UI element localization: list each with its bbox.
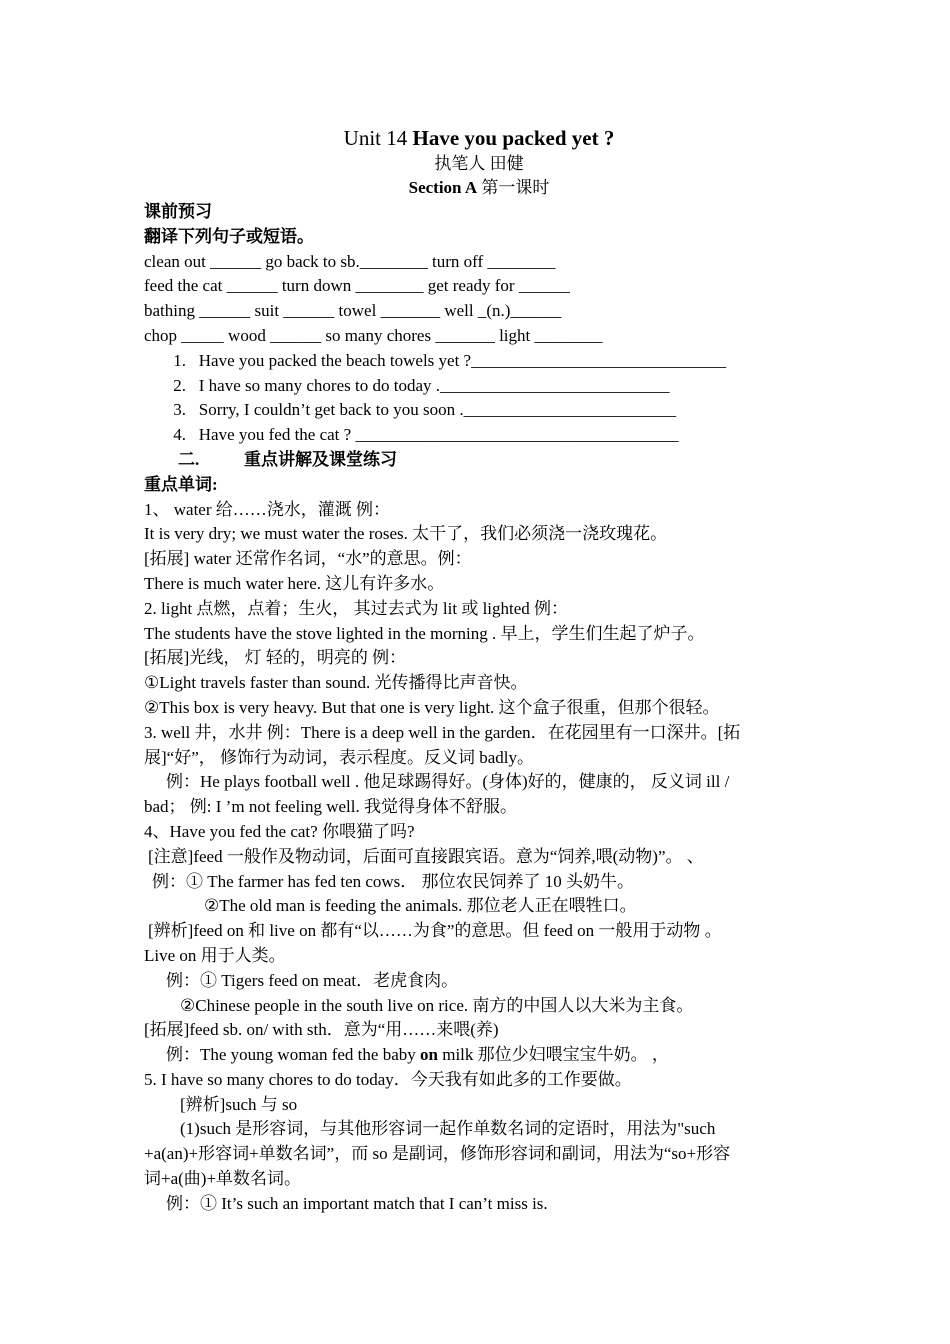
preview-heading: 课前预习: [144, 202, 212, 221]
sentence-item: [144, 349, 814, 374]
body-line: 例：① It’s such an important match that I can’t miss is.: [166, 1193, 548, 1213]
phrase-line: clean out ______ go back to sb.________ turn off ________: [144, 251, 556, 271]
sentence-number: 1.: [173, 350, 186, 370]
section-two-number: 二.: [178, 449, 200, 469]
sentence-text: Have you packed the beach towels yet ?______________________________: [198, 350, 727, 370]
body-line: [拓展]光线， 灯 轻的，明亮的 例：: [144, 648, 407, 668]
page-title: [144, 124, 814, 152]
phrase-list: [144, 250, 814, 349]
body-line: [注意]feed 一般作及物动词，后面可直接跟宾语。意为“饲养,喂(动物)”。 、: [148, 846, 704, 866]
author-line: 执笔人 田健: [434, 154, 524, 173]
body-line: 例：The young woman fed the baby on milk 那位少妇喂宝宝牛奶。 ，: [166, 1045, 669, 1065]
body-line: There is much water here. 这儿有许多水。: [144, 573, 445, 593]
body-line: ①Light travels faster than sound. 光传播得比声音快。: [144, 673, 528, 693]
body-line: [拓展]feed sb. on/ with sth．意为“用……来喂(养): [144, 1020, 499, 1040]
body-line: Live on 用于人类。: [144, 945, 286, 965]
body-line: ②The old man is feeding the animals. 那位老人正在喂牲口。: [204, 896, 637, 916]
section-label: Section A: [408, 178, 478, 197]
phrase-line: bathing ______ suit ______ towel _______ well _(n.)______: [144, 301, 562, 321]
sentence-number: 3.: [173, 400, 186, 420]
body-line: 例：He plays football well . 他足球踢得好。(身体)好的，健康的， 反义词 ill /: [166, 772, 730, 792]
body-line: [辨析]feed on 和 live on 都有“以……为食”的意思。但 feed on 一般用于动物 。: [148, 921, 722, 941]
body-line: 3. well 井，水井 例：There is a deep well in the garden．在花园里有一口深井。[拓: [144, 722, 741, 742]
section-two-heading: [144, 448, 814, 473]
body-line: [拓展] water 还常作名词，“水”的意思。例：: [144, 549, 472, 569]
sentence-list: [144, 349, 814, 448]
body-line: +a(an)+形容词+单数名词”，而 so 是副词，修饰形容词和副词，用法为“so+形容: [144, 1144, 731, 1164]
body-line: 展]“好”， 修饰行为动词，表示程度。反义词 badly。: [144, 747, 535, 767]
sentence-text: Have you fed the cat ? ______________________________________: [198, 425, 679, 445]
body-line: 词+a(曲)+单数名词。: [144, 1169, 302, 1189]
translate-instruction: 翻译下列句子或短语。: [144, 226, 314, 246]
body-line: The students have the stove lighted in the morning . 早上，学生们生起了炉子。: [144, 623, 705, 643]
sentence-item: [144, 398, 814, 423]
body-line: (1)such 是形容词，与其他形容词一起作单数名词的定语时，用法为"such: [180, 1119, 716, 1139]
body-line: 例：① Tigers feed on meat．老虎食肉。: [166, 970, 459, 990]
lesson-label: 第一课时: [477, 178, 550, 197]
section-two-title: 重点讲解及课堂练习: [244, 449, 397, 469]
sentence-number: 2.: [173, 375, 186, 395]
document-page: [144, 124, 814, 1217]
body-line: ②This box is very heavy. But that one is very light. 这个盒子很重，但那个很轻。: [144, 697, 720, 717]
body-line: 1、 water 给……浇水，灌溉 例：: [144, 499, 391, 519]
body-line: 4、Have you fed the cat? 你喂猫了吗?: [144, 821, 415, 841]
sentence-number: 4.: [173, 425, 186, 445]
title-plain: Unit 14: [343, 126, 413, 150]
explanation-body: [144, 498, 814, 1217]
section-line: [144, 176, 814, 200]
phrase-line: feed the cat ______ turn down ________ get ready for ______: [144, 276, 570, 296]
body-line: It is very dry; we must water the roses. 太干了，我们必须浇一浇玫瑰花。: [144, 524, 668, 544]
sentence-text: Sorry, I couldn’t get back to you soon ._________________________: [198, 400, 677, 420]
body-line: bad； 例: I ’m not feeling well. 我觉得身体不舒服。: [144, 797, 518, 817]
body-line: 5. I have so many chores to do today．今天我有如此多的工作要做。: [144, 1069, 632, 1089]
title-bold: Have you packed yet ?: [412, 126, 615, 150]
body-line: 例：① The farmer has fed ten cows． 那位农民饲养了 10 头奶牛。: [152, 871, 635, 891]
sentence-text: I have so many chores to do today .___________________________: [198, 375, 670, 395]
body-line: ②Chinese people in the south live on rice. 南方的中国人以大米为主食。: [180, 995, 694, 1015]
sentence-item: [144, 423, 814, 448]
phrase-line: chop _____ wood ______ so many chores _______ light ________: [144, 325, 603, 345]
sentence-item: [144, 374, 814, 399]
body-line: [辨析]such 与 so: [180, 1094, 298, 1114]
body-line: 2. light 点燃，点着；生火， 其过去式为 lit 或 lighted 例：: [144, 598, 569, 618]
key-words-heading: 重点单词:: [144, 474, 218, 494]
